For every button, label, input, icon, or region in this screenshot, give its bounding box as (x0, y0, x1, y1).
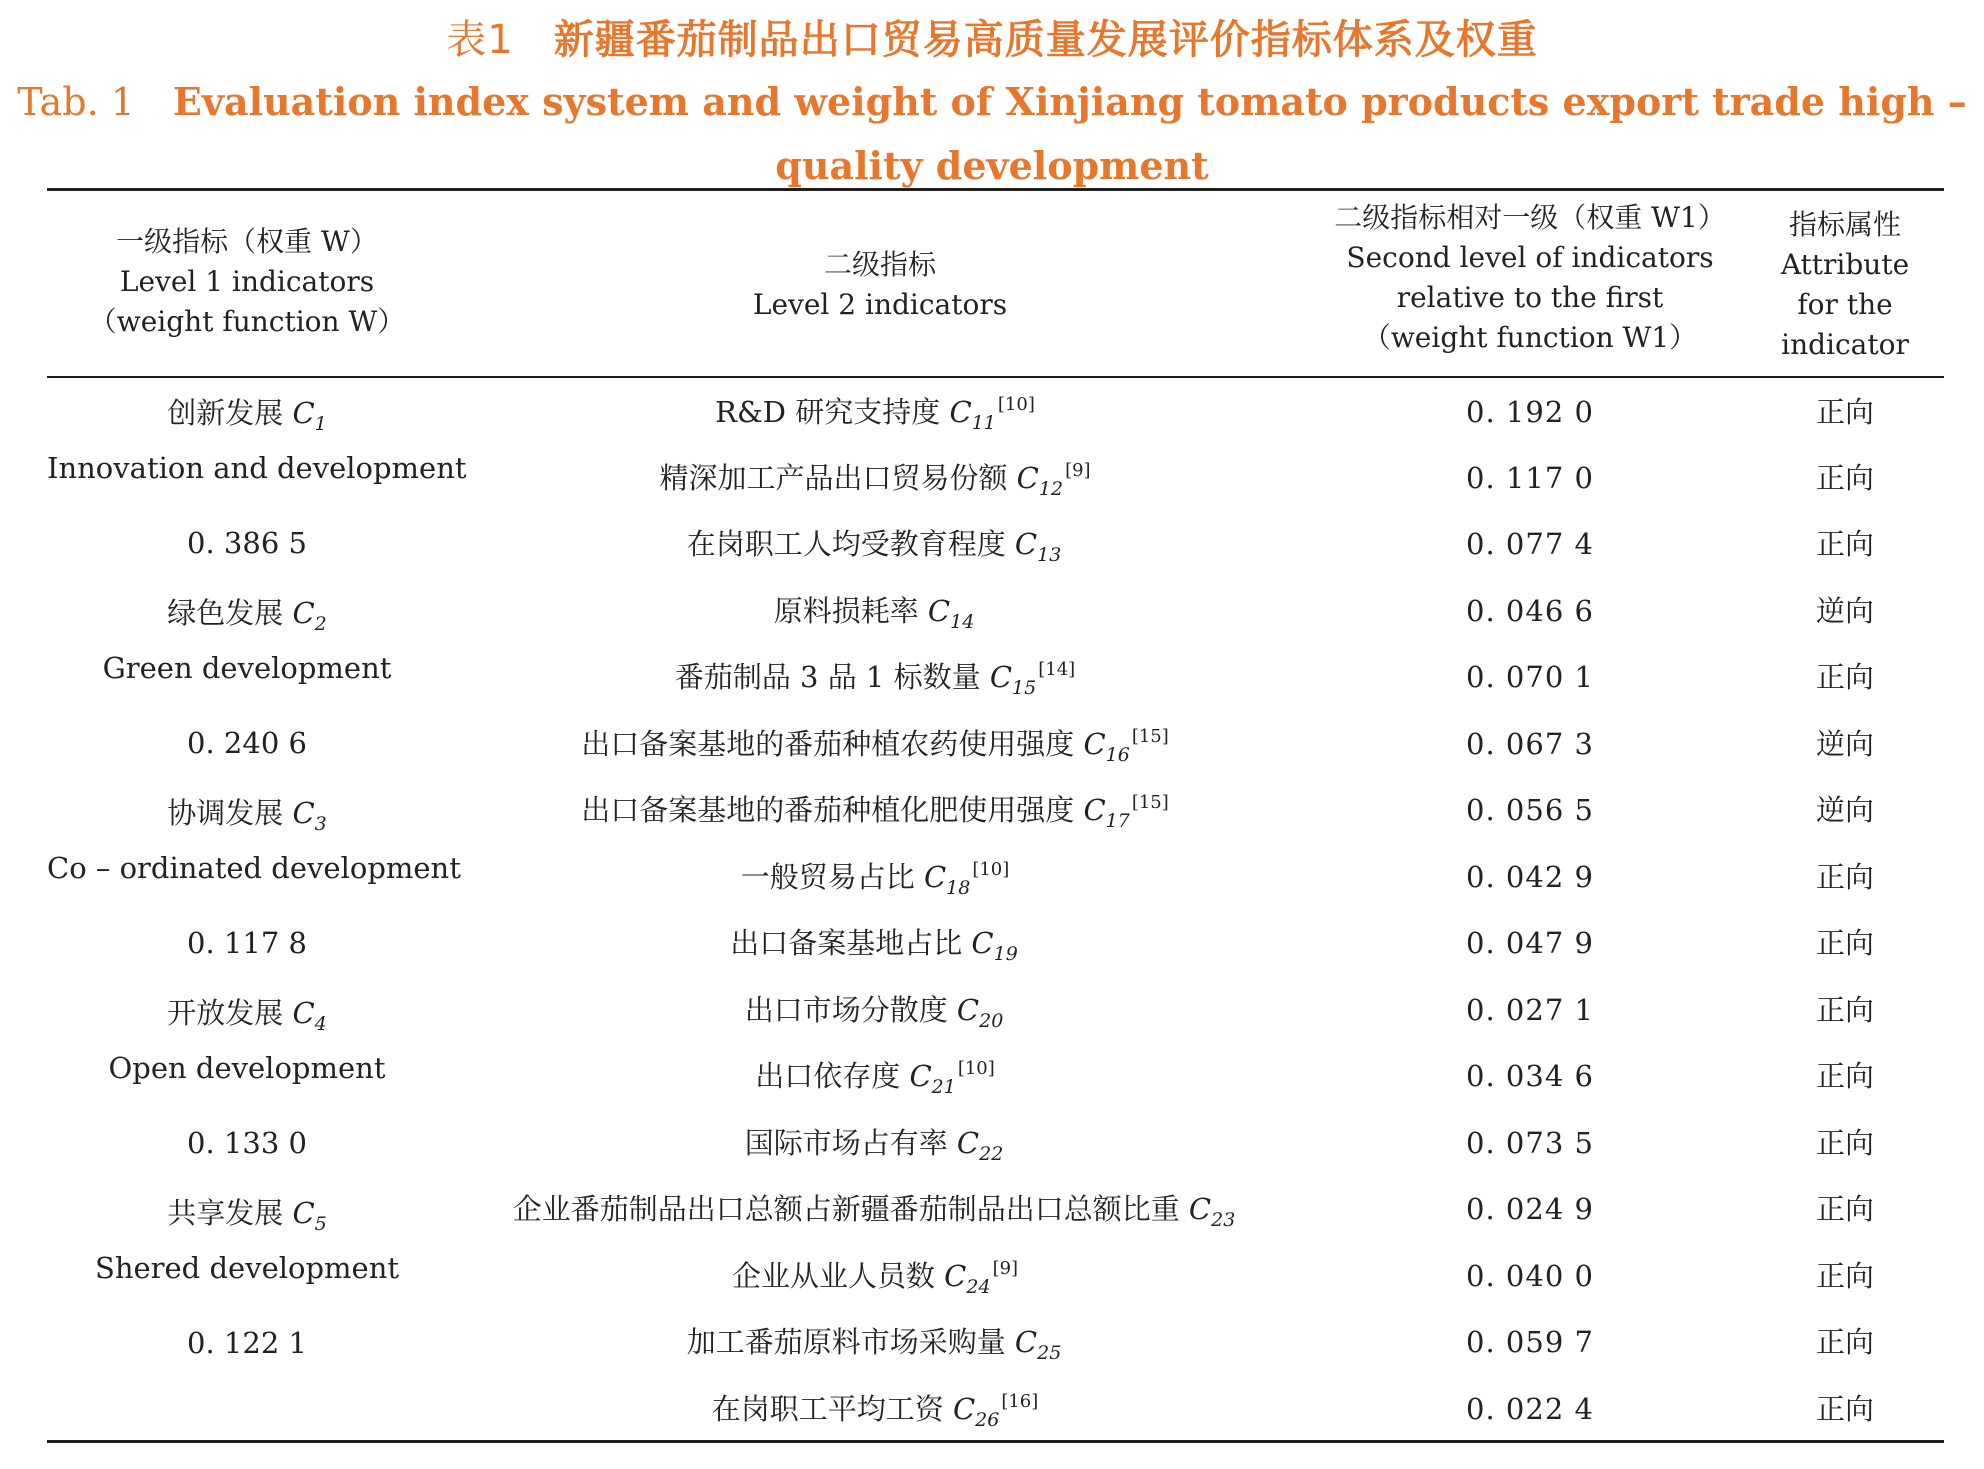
group-var: C (292, 1196, 315, 1230)
citation-ref: [9] (992, 1258, 1019, 1279)
row-14-indicator (455, 1256, 1295, 1296)
group-5-weight: 0. 122 1 (187, 1326, 307, 1360)
row-9-attribute: 正向 (1815, 926, 1874, 960)
table-bottom-rule (47, 1440, 1944, 1443)
indicator-var: C (989, 660, 1013, 694)
row-8-weight: 0. 042 9 (1466, 860, 1594, 894)
header-relative-en1: Second level of indicators (1346, 241, 1714, 274)
header-level2-cn: 二级指标 (823, 248, 936, 281)
group-var: C (292, 996, 315, 1030)
header-attribute-en1: Attribute (1780, 248, 1910, 281)
indicator-name: 原料损耗率 (773, 594, 919, 628)
group-3-weight: 0. 117 8 (187, 926, 307, 960)
row-2-weight: 0. 117 0 (1466, 461, 1594, 495)
group-3-en: Co – ordinated development (47, 851, 461, 885)
row-12-weight: 0. 073 5 (1466, 1126, 1594, 1160)
citation-ref: [9] (1065, 460, 1091, 481)
header-attribute-cn: 指标属性 (1788, 208, 1901, 241)
group-var-sub: 1 (314, 413, 327, 435)
row-11-indicator (455, 1056, 1295, 1096)
group-2-name (47, 593, 447, 633)
row-16-weight: 0. 022 4 (1466, 1392, 1594, 1426)
row-15-indicator (455, 1322, 1295, 1362)
row-16-attribute: 正向 (1815, 1392, 1874, 1426)
header-attribute-en3: indicator (1781, 328, 1909, 361)
indicator-name: 出口备案基地的番茄种植农药使用强度 (581, 727, 1075, 761)
indicator-var: C (909, 1059, 932, 1093)
header-level2-en: Level 2 indicators (752, 288, 1008, 321)
citation-ref: [15] (1131, 726, 1169, 747)
indicator-sub: 23 (1211, 1209, 1236, 1231)
group-name-cn: 开放发展 (167, 996, 284, 1030)
header-relative-en3: （weight function W1） (1362, 321, 1698, 354)
group-1-name (47, 393, 447, 433)
indicator-var: C (1014, 527, 1038, 561)
row-12-indicator (455, 1123, 1295, 1163)
row-6-attribute: 逆向 (1815, 727, 1874, 761)
header-relative-en2: relative to the first (1396, 281, 1664, 314)
row-3-weight: 0. 077 4 (1466, 527, 1594, 561)
indicator-sub: 20 (979, 1010, 1004, 1032)
group-1-en: Innovation and development (47, 451, 467, 485)
header-level1-cn: 一级指标（权重 W） (116, 225, 378, 258)
header-relative-weight (1290, 198, 1770, 358)
group-2-en: Green development (102, 651, 392, 685)
row-4-attribute: 逆向 (1815, 594, 1874, 628)
indicator-name: 一般贸易占比 (740, 860, 915, 894)
indicator-name: 番茄制品 3 品 1 标数量 (674, 660, 981, 694)
header-level1-en2: （weight function W） (88, 305, 406, 338)
indicator-name: 国际市场占有率 (744, 1126, 948, 1160)
row-13-attribute: 正向 (1815, 1192, 1874, 1226)
citation-ref: [10] (997, 394, 1035, 415)
indicator-sub: 22 (979, 1143, 1004, 1165)
row-5-weight: 0. 070 1 (1466, 660, 1594, 694)
indicator-sub: 24 (966, 1276, 991, 1298)
indicator-sub: 12 (1038, 478, 1064, 500)
caption-label-en: Tab. 1 (17, 80, 135, 124)
indicator-sub: 11 (971, 412, 996, 434)
indicator-sub: 15 (1012, 677, 1037, 699)
group-1-weight: 0. 386 5 (187, 526, 307, 560)
citation-ref: [16] (1001, 1391, 1039, 1412)
citation-ref: [15] (1131, 792, 1169, 813)
indicator-var: C (1014, 1325, 1038, 1359)
header-level1-en1: Level 1 indicators (119, 265, 375, 298)
indicator-var: C (1016, 461, 1039, 495)
indicator-var: C (971, 926, 994, 960)
indicator-sub: 26 (975, 1409, 1000, 1431)
indicator-var: C (949, 395, 972, 429)
caption-title-en: Evaluation index system and weight of Xinjiang tomato products export trade high – quality development (172, 79, 1967, 188)
header-attribute (1740, 205, 1950, 365)
indicator-sub: 18 (946, 877, 971, 899)
indicator-name: 精深加工产品出口贸易份额 (659, 461, 1008, 495)
group-5-en: Shered development (94, 1251, 400, 1285)
indicator-var: C (1083, 727, 1106, 761)
row-12-attribute: 正向 (1815, 1126, 1874, 1160)
header-relative-cn: 二级指标相对一级（权重 W1） (1334, 201, 1726, 234)
indicator-sub: 19 (993, 943, 1018, 965)
group-var: C (292, 396, 315, 430)
table-caption-en (0, 70, 1984, 198)
row-1-indicator (455, 392, 1295, 432)
row-13-indicator (455, 1189, 1295, 1229)
table-caption-cn (0, 8, 1984, 65)
group-name-cn: 绿色发展 (167, 596, 284, 630)
citation-ref: [14] (1038, 659, 1076, 680)
row-3-attribute: 正向 (1815, 527, 1874, 561)
row-5-indicator (455, 657, 1295, 697)
indicator-sub: 25 (1037, 1342, 1062, 1364)
indicator-sub: 14 (950, 611, 975, 633)
row-8-attribute: 正向 (1815, 860, 1874, 894)
row-4-indicator (455, 591, 1295, 631)
row-7-attribute: 逆向 (1815, 793, 1874, 827)
indicator-var: C (956, 993, 980, 1027)
row-2-indicator (455, 458, 1295, 498)
indicator-sub: 17 (1105, 810, 1130, 832)
group-var: C (292, 596, 315, 630)
caption-title-cn: 新疆番茄制品出口贸易高质量发展评价指标体系及权重 (553, 17, 1538, 63)
indicator-name: 企业番茄制品出口总额占新疆番茄制品出口总额比重 (512, 1192, 1180, 1226)
header-level1 (47, 222, 447, 342)
header-attribute-en2: for the (1797, 288, 1893, 321)
indicator-name: 出口市场分散度 (744, 993, 948, 1027)
indicator-var: C (923, 860, 947, 894)
row-11-attribute: 正向 (1815, 1059, 1874, 1093)
indicator-sub: 13 (1037, 544, 1062, 566)
group-2-weight: 0. 240 6 (187, 726, 307, 760)
row-10-attribute: 正向 (1815, 993, 1874, 1027)
indicator-var: C (944, 1259, 967, 1293)
row-10-weight: 0. 027 1 (1466, 993, 1594, 1027)
row-6-weight: 0. 067 3 (1466, 727, 1594, 761)
citation-ref: [10] (972, 859, 1010, 880)
table-top-rule (47, 188, 1944, 191)
row-9-indicator (455, 923, 1295, 963)
row-4-weight: 0. 046 6 (1466, 594, 1594, 628)
citation-ref: [10] (957, 1058, 995, 1079)
group-name-cn: 协调发展 (167, 796, 284, 830)
indicator-name: 出口备案基地的番茄种植化肥使用强度 (581, 793, 1075, 827)
row-3-indicator (455, 524, 1295, 564)
row-6-indicator (455, 724, 1295, 764)
indicator-name: 企业从业人员数 (731, 1259, 935, 1293)
row-1-attribute: 正向 (1815, 395, 1874, 429)
indicator-var: C (956, 1126, 980, 1160)
indicator-name: 在岗职工人均受教育程度 (686, 527, 1006, 561)
group-var-sub: 5 (314, 1213, 327, 1235)
row-8-indicator (455, 857, 1295, 897)
indicator-var: C (1083, 793, 1106, 827)
indicator-sub: 21 (931, 1076, 956, 1098)
indicator-var: C (927, 594, 951, 628)
table-header-rule (47, 376, 1944, 378)
indicator-name: 在岗职工平均工资 (711, 1392, 944, 1426)
group-var-sub: 3 (314, 813, 327, 835)
indicator-name: R&D 研究支持度 (715, 395, 941, 429)
row-7-weight: 0. 056 5 (1466, 793, 1594, 827)
row-10-indicator (455, 990, 1295, 1030)
row-16-indicator (455, 1389, 1295, 1429)
row-13-weight: 0. 024 9 (1466, 1192, 1594, 1226)
row-15-attribute: 正向 (1815, 1325, 1874, 1359)
row-14-attribute: 正向 (1815, 1259, 1874, 1293)
row-11-weight: 0. 034 6 (1466, 1059, 1594, 1093)
row-2-attribute: 正向 (1815, 461, 1874, 495)
group-name-cn: 共享发展 (167, 1196, 284, 1230)
indicator-sub: 16 (1105, 744, 1130, 766)
indicator-name: 出口依存度 (755, 1059, 901, 1093)
caption-label-cn: 表1 (446, 17, 514, 63)
indicator-name: 出口备案基地占比 (730, 926, 963, 960)
header-level2 (560, 245, 1200, 325)
indicator-var: C (952, 1392, 976, 1426)
group-4-name (47, 993, 447, 1033)
group-4-en: Open development (108, 1051, 386, 1085)
row-15-weight: 0. 059 7 (1466, 1325, 1594, 1359)
group-var-sub: 2 (314, 613, 327, 635)
row-7-indicator (455, 790, 1295, 830)
group-5-name (47, 1193, 447, 1233)
row-9-weight: 0. 047 9 (1466, 926, 1594, 960)
group-name-cn: 创新发展 (167, 396, 284, 430)
group-3-name (47, 793, 447, 833)
group-var: C (292, 796, 315, 830)
row-1-weight: 0. 192 0 (1466, 395, 1594, 429)
row-14-weight: 0. 040 0 (1466, 1259, 1594, 1293)
indicator-name: 加工番茄原料市场采购量 (686, 1325, 1006, 1359)
row-5-attribute: 正向 (1815, 660, 1874, 694)
group-var-sub: 4 (314, 1013, 327, 1035)
group-4-weight: 0. 133 0 (187, 1126, 307, 1160)
indicator-var: C (1188, 1192, 1212, 1226)
